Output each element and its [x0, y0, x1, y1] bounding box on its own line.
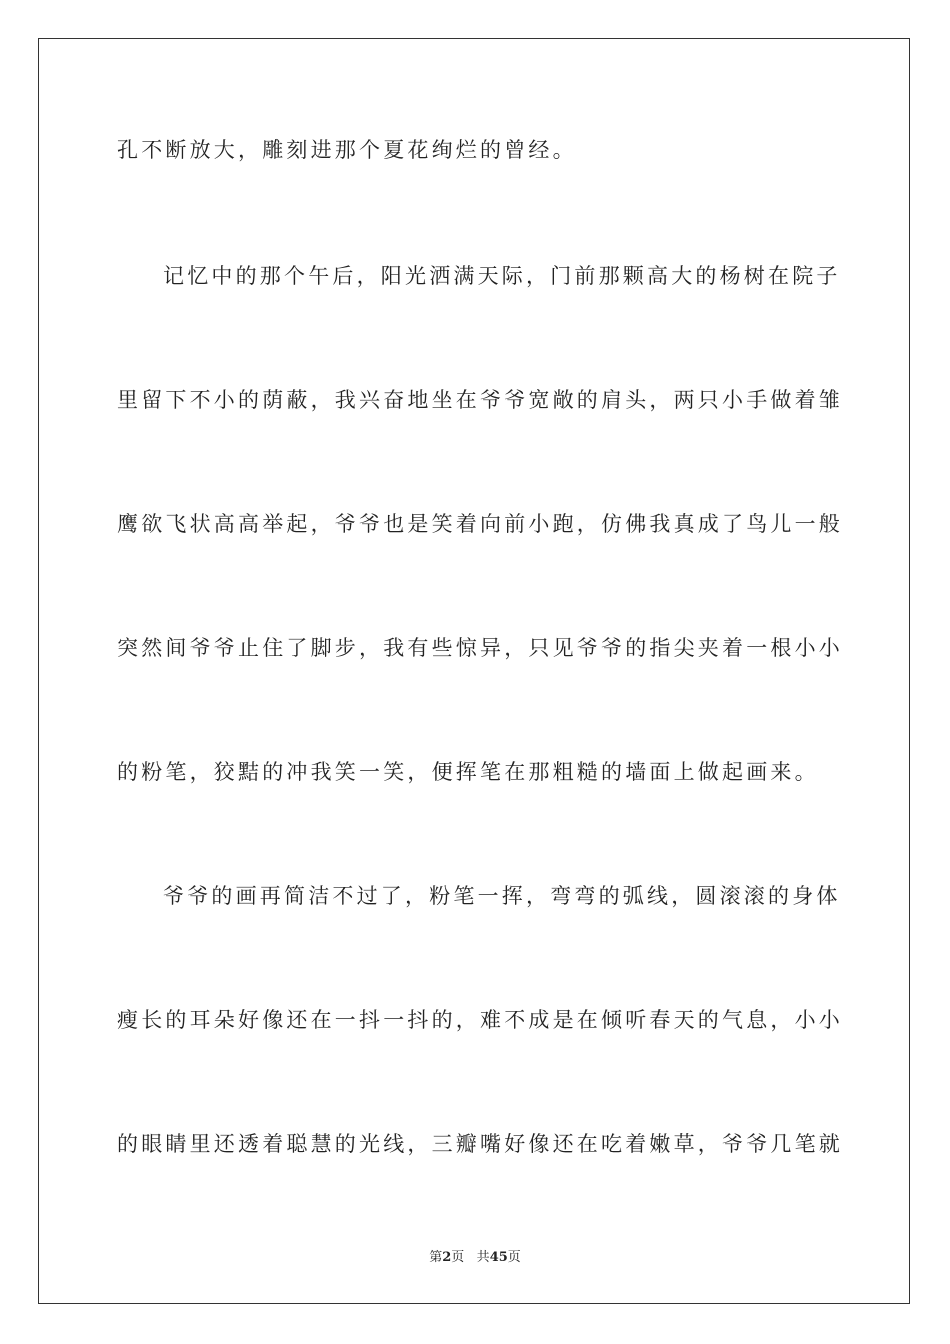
text-line-9: 的眼睛里还透着聪慧的光线，三瓣嘴好像还在吃着嫩草，爷爷几笔就 [117, 1132, 843, 1156]
page-prefix: 第 [429, 1250, 443, 1265]
total-pages: 45 [489, 1250, 508, 1265]
text-line-8: 瘦长的耳朵好像还在一抖一抖的，难不成是在倾听春天的气息，小小 [117, 1008, 843, 1032]
page-suffix: 页 [451, 1250, 465, 1265]
text-line-7: 爷爷的画再简洁不过了，粉笔一挥，弯弯的弧线，圆滚滚的身体 [163, 884, 841, 908]
text-line-6: 的粉笔，狡黠的冲我笑一笑，便挥笔在那粗糙的墙面上做起画来。 [117, 760, 819, 784]
total-prefix: 共 [476, 1250, 490, 1265]
total-suffix: 页 [507, 1250, 521, 1265]
text-line-4: 鹰欲飞状高高举起，爷爷也是笑着向前小跑，仿佛我真成了鸟儿一般 [117, 512, 843, 536]
text-line-3: 里留下不小的荫蔽，我兴奋地坐在爷爷宽敞的肩头，两只小手做着雏 [117, 388, 843, 412]
text-line-1: 孔不断放大，雕刻进那个夏花绚烂的曾经。 [117, 138, 577, 162]
page-border [38, 38, 910, 1304]
page-number: 2 [442, 1250, 452, 1265]
text-line-2: 记忆中的那个午后，阳光洒满天际，门前那颗高大的杨树在院子 [163, 264, 841, 288]
page-footer [0, 1246, 950, 1265]
text-line-5: 突然间爷爷止住了脚步，我有些惊异，只见爷爷的指尖夹着一根小小 [117, 636, 843, 660]
